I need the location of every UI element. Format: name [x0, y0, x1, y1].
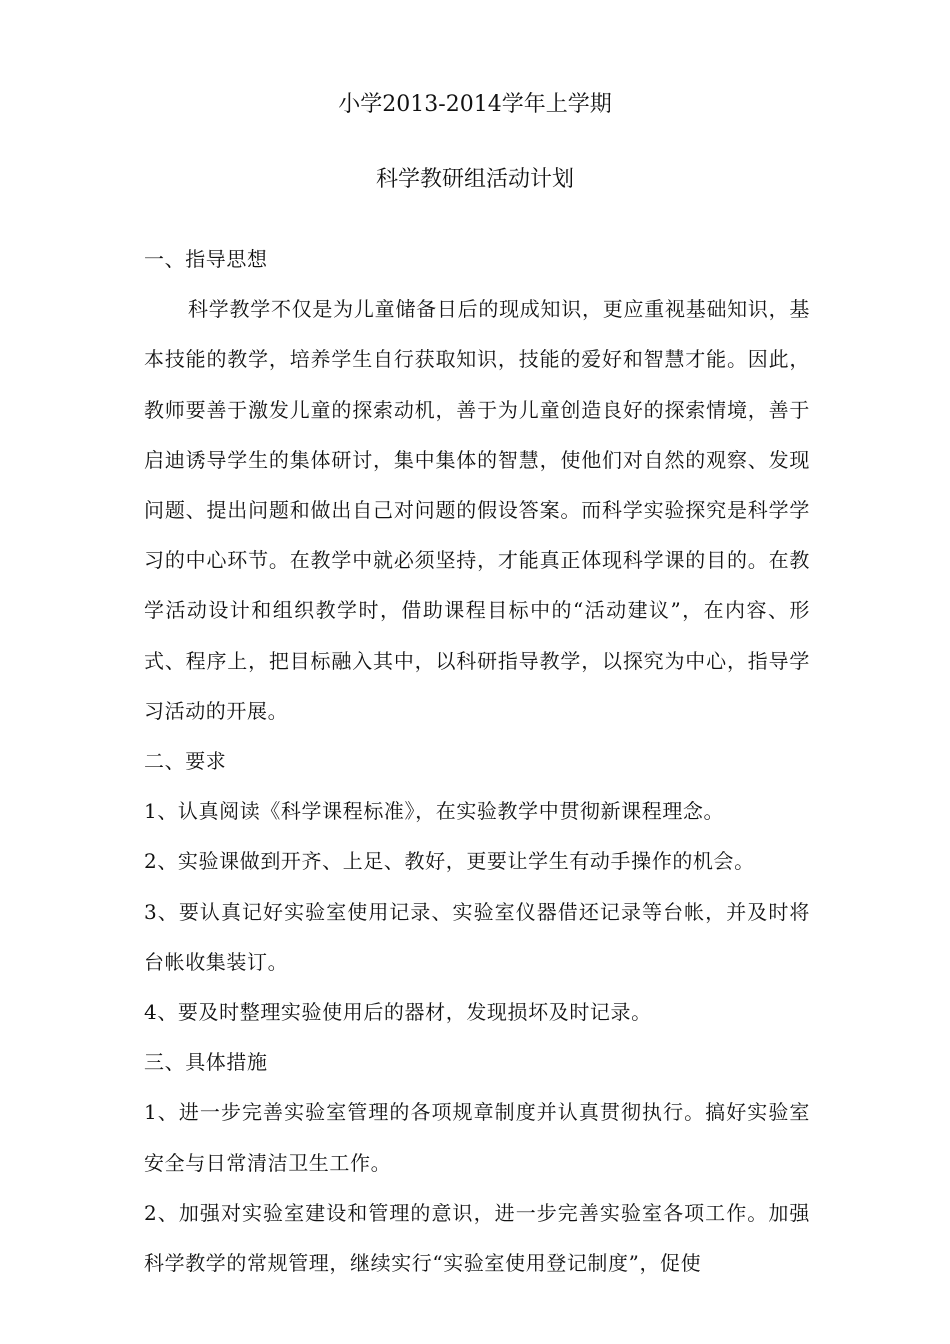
- requirement-item-3: 3、要认真记好实验室使用记录、实验室仪器借还记录等台帐，并及时将台帐收集装订。: [144, 899, 810, 974]
- section-heading-guiding-ideology: 一、指导思想: [144, 247, 268, 271]
- requirement-item-2: 2、实验课做到开齐、上足、教好，更要让学生有动手操作的机会。: [144, 849, 755, 874]
- section-heading-measures: 三、具体措施: [144, 1050, 268, 1075]
- guiding-ideology-paragraph: 科学教学不仅是为儿童储备日后的现成知识，更应重视基础知识，基本技能的教学，培养学生自行获取知识，技能的爱好和智慧才能。因此，教师要善于激发儿童的探索动机，善于为儿童创造良好的探索情境，善于启迪诱导学生的集体研讨，集中集体的智慧，使他们对自然的观察、发现问题、提出问题和做出自己对问题的假设答案。而科学实验探究是科学学习的中心环节。在教学中就必须坚持，才能真正体现科学课的目的。在教学活动设计和组织教学时，借助课程目标中的“活动建议”，在内容、形式、程序上，把目标融入其中，以科研指导教学，以探究为中心，指导学习活动的开展。: [144, 297, 810, 723]
- requirement-item-1: 1、认真阅读《科学课程标准》，在实验教学中贯彻新课程理念。: [144, 799, 725, 824]
- section-heading-requirements: 二、要求: [144, 749, 227, 774]
- document-body: [144, 234, 810, 1288]
- measure-item-2: 2、加强对实验室建设和管理的意识，进一步完善实验室各项工作。加强科学教学的常规管理，继续实行“实验室使用登记制度”，促使: [144, 1200, 810, 1276]
- document-title: 小学2013-2014学年上学期: [338, 92, 612, 117]
- document-subtitle: 科学教研组活动计划: [375, 167, 574, 192]
- requirement-item-4: 4、要及时整理实验使用后的器材，发现损坏及时记录。: [144, 1000, 652, 1025]
- measure-item-1: 1、进一步完善实验室管理的各项规章制度并认真贯彻执行。搞好实验室安全与日常清洁卫生工作。: [144, 1100, 810, 1175]
